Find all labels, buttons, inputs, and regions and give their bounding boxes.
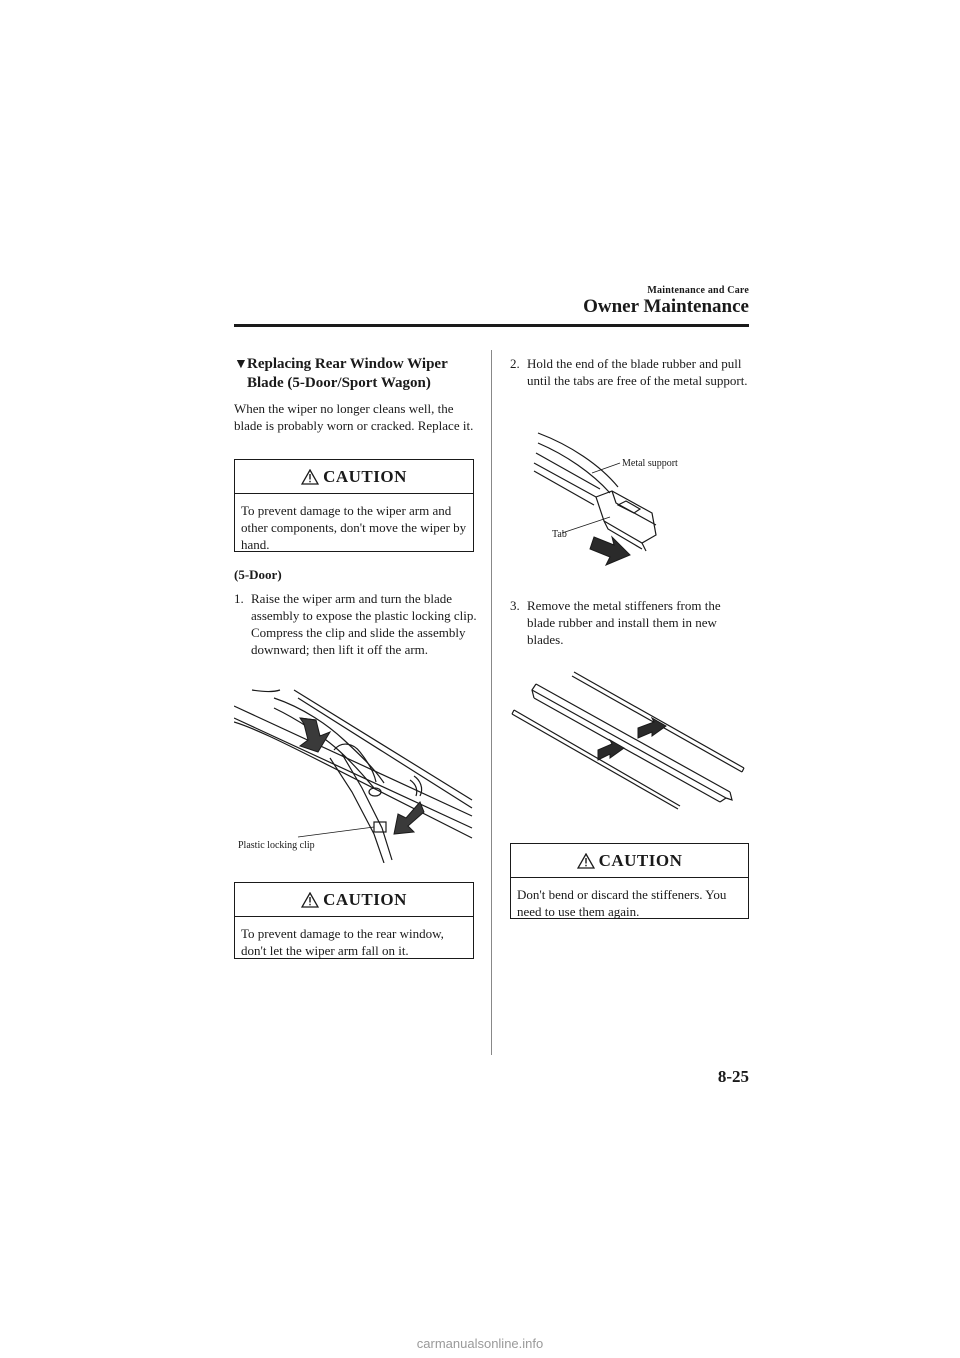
caution-box-window xyxy=(234,882,474,959)
caution-title: CAUTION xyxy=(323,889,407,909)
page-number: 8-25 xyxy=(717,1067,749,1086)
figure-stiffeners xyxy=(510,668,750,810)
step-2 xyxy=(510,355,748,389)
column-divider xyxy=(491,350,492,1055)
warning-triangle-icon xyxy=(301,469,319,485)
warning-triangle-icon xyxy=(301,892,319,908)
figure-wiper-arm xyxy=(234,688,474,863)
callout-metal-support: Metal support xyxy=(622,458,678,469)
caution-header xyxy=(511,844,748,878)
caution-text: To prevent damage to the rear window, don't let the wiper arm fall on it. xyxy=(241,926,444,958)
header-rule xyxy=(234,324,749,327)
callout-tab: Tab xyxy=(552,529,567,540)
caution-header xyxy=(235,460,473,494)
step-number: 3. xyxy=(510,598,520,613)
caution-title: CAUTION xyxy=(598,850,683,870)
chapter-title: Maintenance and Care xyxy=(647,285,749,296)
step-number: 1. xyxy=(234,591,244,606)
watermark: carmanualsonline.info xyxy=(416,1336,544,1351)
caution-text: To prevent damage to the wiper arm and other components, don't move the wiper by hand. xyxy=(241,503,467,552)
caution-box-arm xyxy=(234,459,474,552)
caution-text: Don't bend or discard the stiffeners. You need to use them again. xyxy=(517,887,727,919)
caution-title: CAUTION xyxy=(323,466,407,486)
caution-box-stiffeners xyxy=(510,843,749,919)
warning-triangle-icon xyxy=(577,853,595,869)
caution-header xyxy=(235,883,473,917)
step-number: 2. xyxy=(510,356,520,371)
step-3 xyxy=(510,597,748,648)
section-title: Owner Maintenance xyxy=(583,296,749,317)
step-text-continued: Compress the clip and slide the assembly downward; then lift it off the arm. xyxy=(251,625,466,657)
step-1 xyxy=(234,590,479,658)
figure-blade-rubber xyxy=(530,425,700,570)
step-text: Remove the metal stiffeners from the blade rubber and install them in new blades. xyxy=(527,598,721,647)
step-text: Raise the wiper arm and turn the blade assembly to expose the plastic locking clip. xyxy=(251,591,477,623)
procedure-heading xyxy=(234,355,479,393)
callout-plastic-locking-clip: Plastic locking clip xyxy=(238,840,315,851)
heading-text: Replacing Rear Window Wiper Blade (5-Door/Sport Wagon) xyxy=(247,356,448,391)
step-text: Hold the end of the blade rubber and pull until the tabs are free of the metal support. xyxy=(527,356,748,388)
heading-marker-icon: ▼ xyxy=(234,357,248,372)
subhead-5door: (5-Door) xyxy=(234,567,282,582)
intro-paragraph: When the wiper no longer cleans well, the blade is probably worn or cracked. Replace it. xyxy=(234,401,474,433)
